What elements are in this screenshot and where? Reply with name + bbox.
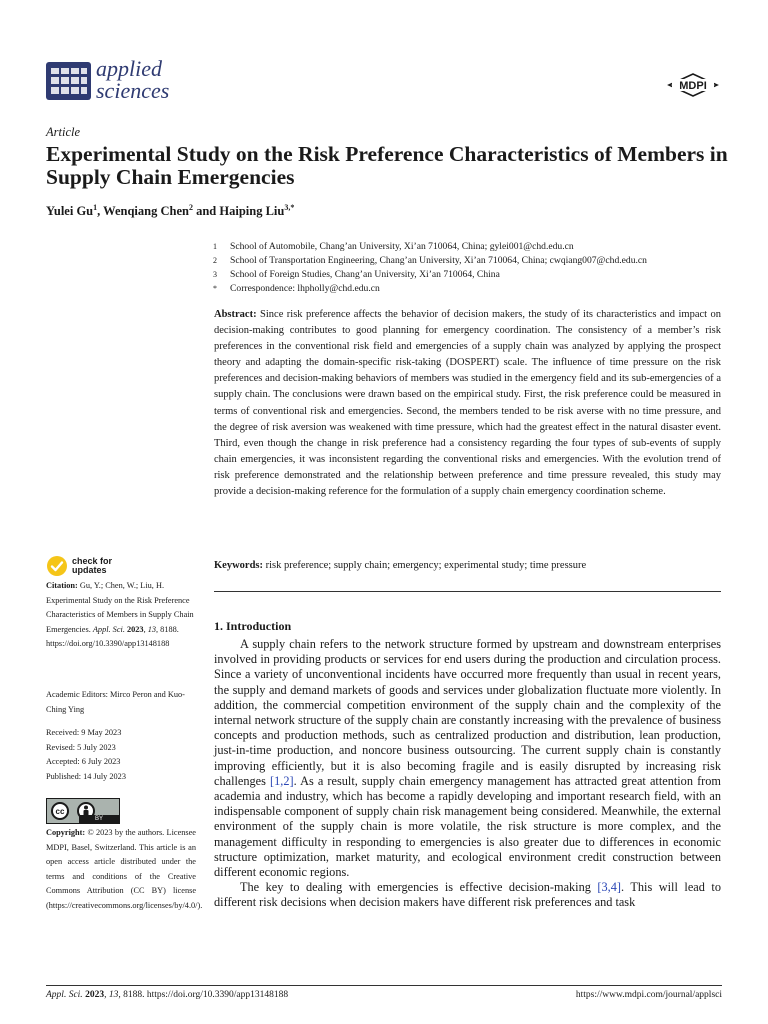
published-date: Published: 14 July 2023 (46, 771, 126, 781)
abstract (214, 307, 721, 500)
author-name[interactable]: Haiping Liu (219, 204, 285, 219)
affiliation-number: 1 (213, 242, 217, 251)
cc-by-license-badge[interactable] (46, 798, 120, 824)
journal-name-line2: sciences (96, 78, 170, 103)
affiliation-text: School of Automobile, Chang’an University, Xi’an 710064, China; gylei001@chd.edu.cn (230, 241, 574, 252)
footer-citation: Appl. Sci. 2023, 13, 8188. https://doi.org/10.3390/app13148188 (46, 990, 289, 1000)
abstract-label: Abstract: (214, 309, 257, 320)
accepted-date: Accepted: 6 July 2023 (46, 757, 121, 766)
publisher-name: MDPI (679, 80, 707, 92)
received-date: Received: 9 May 2023 (46, 728, 122, 737)
copyright-block (46, 826, 203, 913)
affiliation-text: School of Foreign Studies, Chang’an University, Xi’an 710064, China (230, 269, 500, 280)
academic-editors: Academic Editors: Mirco Peron and Kuo-Ching Ying (46, 690, 185, 714)
journal-logo-icon (46, 62, 91, 100)
citation-year: 2023 (126, 624, 144, 634)
keywords-label: Keywords: (214, 560, 263, 571)
keywords (214, 558, 721, 574)
by-label: BY (79, 815, 119, 823)
footer-year: 2023 (85, 990, 105, 1000)
author-name[interactable]: Wenqiang Chen (103, 204, 189, 219)
keywords-divider (214, 591, 721, 592)
footer-journal-url[interactable]: https://www.mdpi.com/journal/applsci (575, 990, 722, 1000)
article-type: Article (46, 125, 81, 139)
check-updates-line1: check for (72, 556, 113, 566)
keywords-text: risk preference; supply chain; emergency; experimental study; time pressure (265, 560, 587, 571)
author-affil-sup: 1 (93, 203, 98, 212)
affiliation-row (213, 282, 733, 296)
journal-name-line1: applied (96, 56, 162, 81)
author-separator: , (97, 204, 104, 219)
author-affil-sup: 2 (188, 203, 193, 212)
dates-block (46, 726, 196, 784)
affiliations (213, 240, 733, 296)
mdpi-logo-icon[interactable] (666, 72, 720, 98)
author-separator: and (192, 204, 220, 219)
check-for-updates-button[interactable] (46, 555, 171, 577)
citation-link[interactable]: [1,2] (270, 773, 294, 788)
footer-volume: 13 (108, 990, 119, 1000)
copyright-label: Copyright: (46, 828, 86, 837)
abstract-text: Since risk preference affects the behavior of decision makers, the study of its characteristics and impact on decision-making contributes to good planning for emergency coordination. The consistency of a member’s risk preferences in the conventional risk field and emergencies of a supply chain was analyzed by applying the prospect theory and adapting the domain-specific risk-taking (DOSPERT) scale. The influence of time pressure on the risk preferences and decision-making behaviors of members was studied in the emergency field and its sub-emergencies of a supply chain. The conclusions were drawn based on the empirical study. First, the risk preference could be measured in terms of conventional risk and emergencies. Second, the members tended to be risk averse with no time pressure, and the degree of risk aversion was weakened with time pressure, which had the greatest effect in the natural disaster event. Third, even though the change in risk preference had a consistency regarding the four types of sub-events of supply chain emergencies, it was inconsistent regarding the conventional risks and emergencies. With the evolution trend of risk preference demonstrated and the relationship between preference and time pressure revealed, this study may provide a decision-making reference for the formulation of a supply chain emergency coordination scheme. (214, 309, 722, 498)
paragraph (214, 637, 721, 880)
check-updates-icon (46, 555, 68, 577)
affiliation-number: 2 (213, 256, 217, 265)
paragraph-text: A supply chain refers to the network structure formed by upstream and downstream enterprises involved in providing products or services for end users during the production and circulation process. Since a variety of unconventional incidents have occurred more frequently than usual in recent years, the supply and demand markets of goods and services under globalization fluctuate more violently. In addition, the commercial competition environment of the supply chain and the complexity of the internal network structure of the supply chain are constantly increasing with the prevalence of business concepts and production methods, such as centralized production and distribution, lean production, just-in-time production, and noncore business outsourcing. The current supply chain is constantly improving efficiently, but it is also becoming fragile and is easily disrupted by increasing risk challenges (214, 637, 721, 788)
citation-block: Citation: Gu, Y.; Chen, W.; Liu, H. Experimental Study on the Risk Preference Characteristics of Members in Supply Chain Emergencies. Appl. Sci. 2023, 13, 8188. https://doi.org/10.3390/app13148188 (46, 581, 194, 648)
introduction-body (214, 637, 721, 911)
footer-divider (46, 985, 722, 986)
affiliation-row (213, 254, 733, 268)
footer-journal: Appl. Sci. (46, 990, 83, 1000)
cc-icon: cc (51, 802, 69, 820)
citation-volume: 13 (147, 624, 157, 634)
affiliation-row (213, 240, 733, 254)
check-updates-line2: updates (72, 565, 107, 575)
affiliation-row (213, 268, 733, 282)
affiliation-text: School of Transportation Engineering, Chang’an University, Xi’an 710064, China; cwqiang007@chd.edu.cn (230, 255, 647, 266)
journal-name (96, 58, 169, 102)
author-affil-sup: 3,* (284, 203, 295, 212)
paragraph-text: . As a result, supply chain emergency management has attracted great attention from academia and industry, which has become a rapidly developing and important research field, with an indispensable component of supply chain risk management being considered. Meanwhile, the external environment of the supply chain is more volatile, the risk structure is more complex, and the management difficulty in responding to emergencies is also greater due to differences in economic structure optimization, market maturity, and ecological environment credit construction between different economic regions. (214, 773, 721, 880)
citation-text: Gu, Y.; Chen, W.; Liu, H. Experimental Study on the Risk Preference Characteristics of Members in Supply Chain Emergencies. (46, 581, 194, 634)
paper-title: Experimental Study on the Risk Preference Characteristics of Members in Supply Chain Emergencies (46, 142, 728, 189)
copyright-text: © 2023 by the authors. Licensee MDPI, Basel, Switzerland. This article is an open access article distributed under the terms and conditions of the Creative Commons Attribution (CC BY) license (https://creativecommons.org/licenses/by/4.0/). (46, 828, 203, 910)
section-heading-introduction: 1. Introduction (214, 619, 292, 633)
affiliation-number: 3 (213, 270, 217, 279)
paragraph (214, 880, 721, 910)
citation-journal: Appl. Sci. (92, 624, 125, 634)
author-list (46, 203, 294, 219)
footer-doi[interactable]: , 8188. https://doi.org/10.3390/app13148188 (118, 990, 289, 1000)
affiliation-number: * (213, 284, 217, 293)
citation-doi[interactable]: , 8188. https://doi.org/10.3390/app13148188 (46, 624, 179, 648)
paragraph-text: . This will lead to different risk decisions when decision makers have different risk preferences and task (214, 880, 721, 910)
citation-link[interactable]: [3,4] (597, 880, 621, 895)
revised-date: Revised: 5 July 2023 (46, 742, 116, 752)
paragraph-text: The key to dealing with emergencies is effective decision-making (240, 880, 598, 895)
author-name[interactable]: Yulei Gu (46, 204, 94, 219)
correspondence-text: Correspondence: lhpholly@chd.edu.cn (230, 283, 380, 294)
citation-label: Citation: (46, 581, 78, 590)
